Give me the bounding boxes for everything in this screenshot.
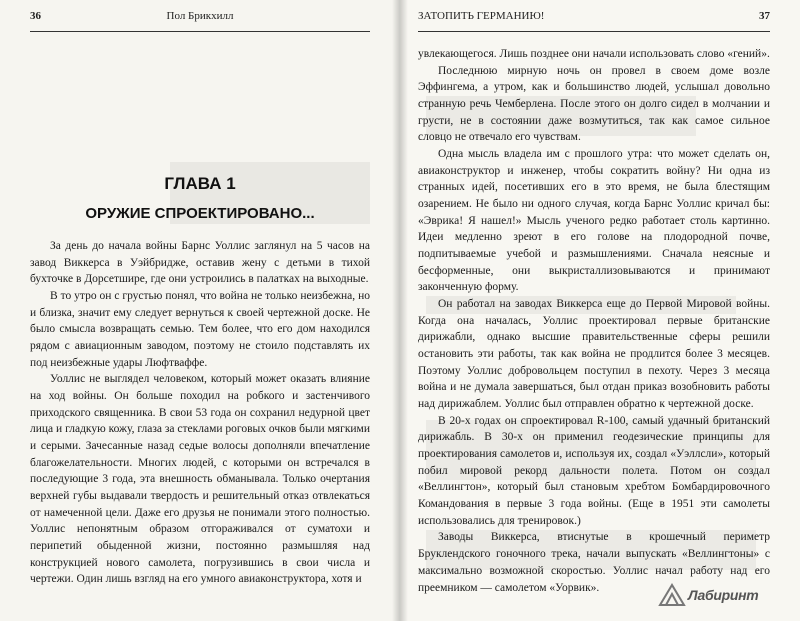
running-head-title: ЗАТОПИТЬ ГЕРМАНИЮ! xyxy=(418,10,545,22)
labirint-watermark xyxy=(658,579,776,613)
page-number: 37 xyxy=(759,10,770,22)
chapter-label: ГЛАВА 1 xyxy=(164,174,236,193)
paragraph: Одна мысль владела им с прошлого утра: что может сделать он, авиаконструктор и инженер, чтобы сократить войну? Ни одна из странных идей, посетивших его в это время, не была блестящим озарением. Не было ни одного случая, когда Барнс Уоллис кричал бы: «Эврика! Я нашел!» Мысль ученого редко работает столь картинно. Идеи медленно зреют в его голове на плодородной почве, подпитываемые учебой и размышлениями. Сначала неясные и бесформенные, они выкристаллизовываются и принимают законченную форму. xyxy=(418,148,770,294)
paragraph: В то утро он с грустью понял, что война не только неизбежна, но и близка, значит ему следует вернуться к своей чертежной доске. Не было смысла возвращать семью. Тем более, что его дом находился рядом с авиационным заводом, поэтому не стоило подставлять их под неизбежные удары Люфтваффе. xyxy=(30,290,370,369)
paragraph: Заводы Виккерса, втиснутые в крошечный периметр Бруклендского гоночного трека, начали выпускать «Веллингтоны» с максимально возможной скоростью. Уоллис начал работу над его преемником — самолетом «Уорвик». xyxy=(418,531,770,594)
paragraph: В 20-х годах он спроектировал R-100, самый удачный британский дирижабль. В 30-х он применил геодезические принципы для проектирования самолетов и, используя их, создал «Уэллсли», который побил мировой рекорд дальности полета. Потом он создал «Веллингтон», который был становым хребтом Бомбардировочного Командования в первые 3 года войны. (Еще в 1951 эти самолеты использовались для тренировок.) xyxy=(418,414,770,527)
paragraph: увлекающегося. Лишь позднее они начали использовать слово «гений». xyxy=(418,48,770,60)
paragraph: Он работал на заводах Виккерса еще до Первой Мировой войны. Когда она началась, Уоллис проектировал первые британские дирижабли, однако высшие правительственные сферы решили остановить эти работы, так как война не продлится более 3 месяцев. Поэтому Уоллис добровольцем поступил в пехоту. Через 3 месяца война и не думала завершаться, был отдан приказ возобновить работы над дирижаблем. Уоллис был отправлен обратно к чертежной доске. xyxy=(418,298,770,411)
running-head xyxy=(30,10,370,30)
header-rule xyxy=(418,31,770,32)
labirint-logo-icon xyxy=(658,583,686,607)
chapter-title: ОРУЖИЕ СПРОЕКТИРОВАНО... xyxy=(85,205,315,222)
running-head xyxy=(418,10,770,30)
paragraph: Уоллис не выглядел человеком, который может оказать влияние на ход войны. Он больше походил на робкого и застенчивого приходского священника. В свои 53 года он сохранил недурной цвет лица и гладкую кожу, глаза за стеклами роговых очков были мягкими и серыми. Зачесанные назад седые волосы дополняли впечатление благожелательности. Многих людей, с которыми он встречался в последующие 3 года, эта внешность обманывала. Только очертания верхней губы выдавали твердость и решительный отказ отвлекаться от намеченной цели. Даже его друзья не понимали этого полностью. Уоллис непонятным образом отгораживался от суматохи и перипетий обыденной жизни, постоянно размышляя над конструкцией нового самолета, погрузившись в свои числа и чертежи. Один лишь взгляд на его умного авиаконструктора, хотя и xyxy=(30,373,370,586)
book-gutter xyxy=(392,0,408,621)
body-text xyxy=(418,46,770,596)
right-page xyxy=(400,0,800,621)
paragraph: За день до начала войны Барнс Уоллис заглянул на 5 часов на завод Виккерса в Уэйбридже, оставив жену с детьми в тихой бухточке в Дорсетшире, где они устроились в палатках на выходные. xyxy=(30,240,370,286)
header-rule xyxy=(30,31,370,32)
paragraph: Последнюю мирную ночь он провел в своем доме возле Эффингема, а утром, как и большинство людей, услышал довольно странную речь Чемберлена. После этого он долго сидел в молчании и грусти, не в состоянии даже возмутиться, так как самое сильное словцо не отвечало его чувствам. xyxy=(418,64,770,144)
page-number: 36 xyxy=(30,10,41,22)
running-head-author: Пол Брикхилл xyxy=(166,10,234,22)
body-text xyxy=(30,238,370,588)
watermark-text: Лабиринт xyxy=(688,587,759,603)
